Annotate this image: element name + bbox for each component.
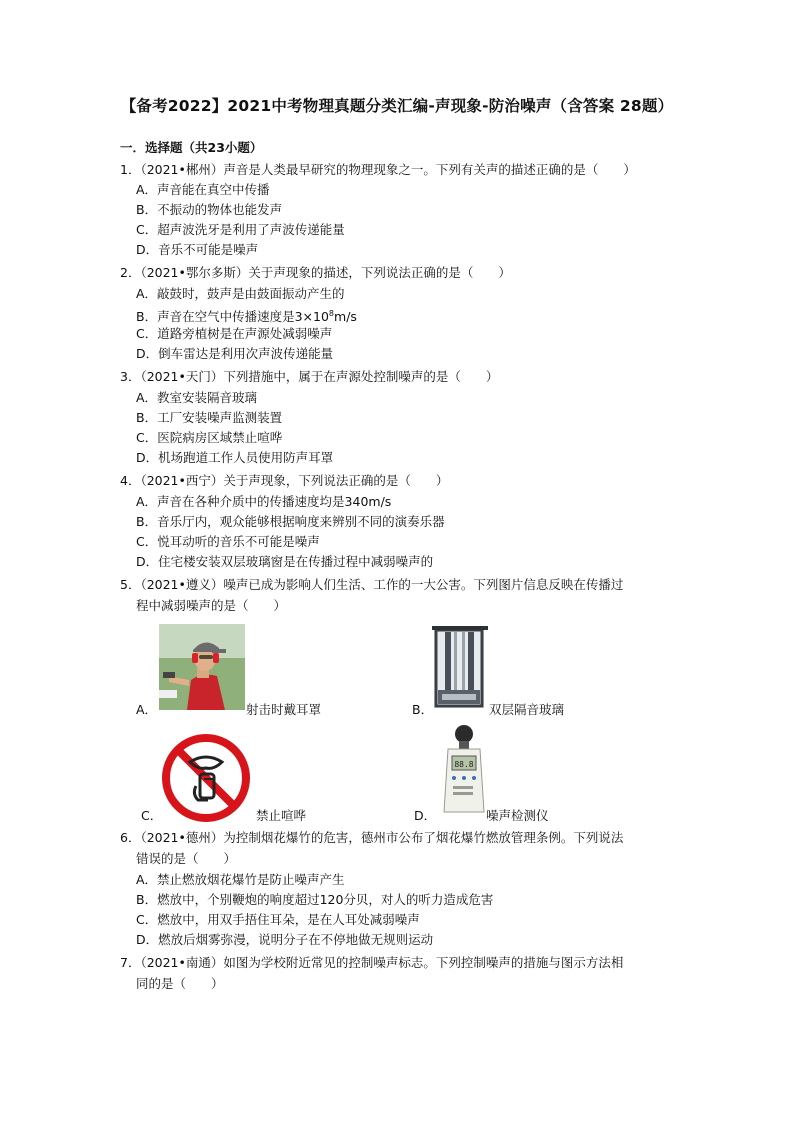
q4-option-d: D．住宅楼安装双层玻璃窗是在传播过程中减弱噪声的: [136, 554, 434, 569]
question-2-stem: 2．（2021•鄂尔多斯）关于声现象的描述，下列说法正确的是（ ）: [120, 265, 511, 280]
q5-option-c-letter: C．: [141, 808, 163, 823]
q4-option-a: A．声音在各种介质中的传播速度均是340m/s: [136, 494, 392, 509]
section-title: 一．选择题（共23小题）: [120, 140, 263, 155]
question-1-stem: 1．（2021•郴州）声音是人类最早研究的物理现象之一。下列有关声的描述正确的是（ ）: [120, 162, 636, 177]
meter-display-text: 88.8: [454, 760, 474, 769]
q6-option-d: D．燃放后烟雾弥漫，说明分子在不停地做无规则运动: [136, 932, 434, 947]
q5-option-b-letter: B．: [412, 702, 434, 717]
sound-level-meter-image: [440, 724, 486, 820]
q1-option-c: C．超声波洗牙是利用了声波传递能量: [136, 222, 345, 237]
q5-option-d-caption: 噪声检测仪: [486, 808, 549, 823]
q6-option-a: A．禁止燃放烟花爆竹是防止噪声产生: [136, 872, 345, 887]
q5-option-a-caption: 射击时戴耳罩: [246, 702, 322, 717]
q1-option-a: A．声音能在真空中传播: [136, 182, 270, 197]
question-5-stem-line-2: 程中减弱噪声的是（ ）: [136, 598, 287, 613]
question-3-stem: 3．（2021•天门）下列措施中，属于在声源处控制噪声的是（ ）: [120, 369, 499, 384]
q6-option-b: B．燃放中，个别鞭炮的响度超过120分贝，对人的听力造成危害: [136, 892, 494, 907]
question-5-stem-line-1: 5．（2021•遵义）噪声已成为影响人们生活、工作的一大公害。下列图片信息反映在传播过: [120, 577, 624, 592]
question-4-stem: 4．（2021•西宁）关于声现象，下列说法正确的是（ ）: [120, 473, 449, 488]
q5-option-b-caption: 双层隔音玻璃: [489, 702, 565, 717]
q5-option-d-letter: D．: [414, 808, 437, 823]
q5-option-c-caption: 禁止喧哗: [256, 808, 307, 823]
page-title: 【备考2022】2021中考物理真题分类汇编-声现象-防治噪声（含答案 28题）: [120, 97, 674, 115]
question-7-stem-line-1: 7．（2021•南通）如图为学校附近常见的控制噪声标志。下列控制噪声的措施与图示方法相: [120, 955, 624, 970]
q3-option-c: C．医院病房区域禁止喧哗: [136, 430, 283, 445]
question-7-stem-line-2: 同的是（ ）: [136, 976, 224, 991]
q3-option-a: A．教室安装隔音玻璃: [136, 390, 258, 405]
q3-option-b: B．工厂安装噪声监测装置: [136, 410, 283, 425]
q2-option-d: D．倒车雷达是利用次声波传递能量: [136, 346, 334, 361]
question-6-stem-line-2: 错误的是（ ）: [136, 851, 237, 866]
q4-option-b: B．音乐厅内，观众能够根据响度来辨别不同的演奏乐器: [136, 514, 445, 529]
q2-option-c: C．道路旁植树是在声源处减弱噪声: [136, 326, 333, 341]
q1-option-d: D．音乐不可能是噪声: [136, 242, 259, 257]
double-glazing-image: [432, 624, 488, 714]
q2-option-b-text: B．声音在空气中传播速度是3×10: [136, 309, 329, 325]
question-6-stem-line-1: 6．（2021•德州）为控制烟花爆竹的危害，德州市公布了烟花爆竹燃放管理条例。下列说法: [120, 830, 624, 845]
q2-option-b-exponent: 8: [328, 309, 335, 318]
q4-option-c: C．悦耳动听的音乐不可能是噪声: [136, 534, 320, 549]
q2-option-b-unit: m/s: [334, 309, 357, 325]
q6-option-c: C．燃放中，用双手捂住耳朵，是在人耳处减弱噪声: [136, 912, 420, 927]
q2-option-a: A．敲鼓时，鼓声是由鼓面振动产生的: [136, 286, 345, 301]
no-noise-sign-image: [160, 732, 252, 828]
q3-option-d: D．机场跑道工作人员使用防声耳罩: [136, 450, 334, 465]
shooter-earmuffs-image: [159, 624, 245, 714]
q5-option-a-letter: A．: [136, 702, 158, 717]
q1-option-b: B．不振动的物体也能发声: [136, 202, 283, 217]
